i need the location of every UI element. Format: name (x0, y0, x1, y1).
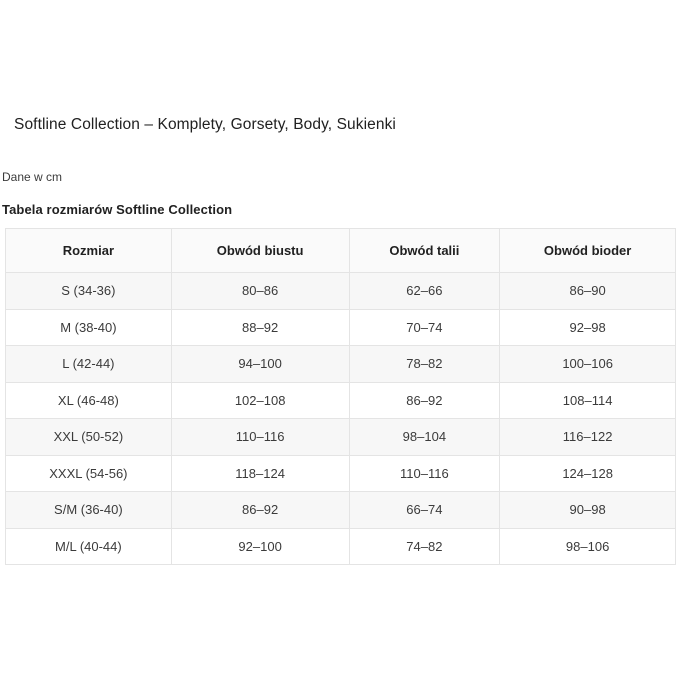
measurement-cell: 70–74 (349, 309, 500, 346)
measurement-cell: 110–116 (349, 455, 500, 492)
table-row (6, 528, 676, 565)
column-header-4: Obwód bioder (500, 229, 676, 273)
measurement-cell: 110–116 (171, 419, 349, 456)
measurement-cell: 86–92 (171, 492, 349, 529)
measurement-cell: 86–92 (349, 382, 500, 419)
table-row (6, 309, 676, 346)
measurement-cell: 98–104 (349, 419, 500, 456)
measurement-cell: 88–92 (171, 309, 349, 346)
measurement-cell: 66–74 (349, 492, 500, 529)
measurement-cell: 118–124 (171, 455, 349, 492)
table-row (6, 346, 676, 383)
measurement-cell: 86–90 (500, 273, 676, 310)
page-title: Softline Collection – Komplety, Gorsety, Body, Sukienki (14, 116, 396, 133)
column-header-3: Obwód talii (349, 229, 500, 273)
measurement-cell: 90–98 (500, 492, 676, 529)
measurement-cell: 124–128 (500, 455, 676, 492)
units-note: Dane w cm (2, 170, 63, 184)
measurement-cell: 74–82 (349, 528, 500, 565)
measurement-cell: 92–98 (500, 309, 676, 346)
table-row (6, 492, 676, 529)
size-label-cell: XL (46-48) (6, 382, 172, 419)
size-label-cell: M (38-40) (6, 309, 172, 346)
measurement-cell: 100–106 (500, 346, 676, 383)
measurement-cell: 94–100 (171, 346, 349, 383)
size-label-cell: S/M (36-40) (6, 492, 172, 529)
measurement-cell: 62–66 (349, 273, 500, 310)
column-header-2: Obwód biustu (171, 229, 349, 273)
measurement-cell: 102–108 (171, 382, 349, 419)
size-label-cell: S (34-36) (6, 273, 172, 310)
measurement-cell: 80–86 (171, 273, 349, 310)
measurement-cell: 78–82 (349, 346, 500, 383)
size-table-body (6, 273, 676, 565)
table-row (6, 382, 676, 419)
table-row (6, 419, 676, 456)
measurement-cell: 92–100 (171, 528, 349, 565)
measurement-cell: 108–114 (500, 382, 676, 419)
measurement-cell: 98–106 (500, 528, 676, 565)
size-table-heading: Tabela rozmiarów Softline Collection (2, 202, 233, 217)
size-table (5, 228, 676, 565)
measurement-cell: 116–122 (500, 419, 676, 456)
size-label-cell: XXL (50-52) (6, 419, 172, 456)
table-row (6, 455, 676, 492)
size-label-cell: M/L (40-44) (6, 528, 172, 565)
size-label-cell: XXXL (54-56) (6, 455, 172, 492)
table-row (6, 273, 676, 310)
size-table-header-row (6, 229, 676, 273)
size-label-cell: L (42-44) (6, 346, 172, 383)
column-header-1: Rozmiar (6, 229, 172, 273)
